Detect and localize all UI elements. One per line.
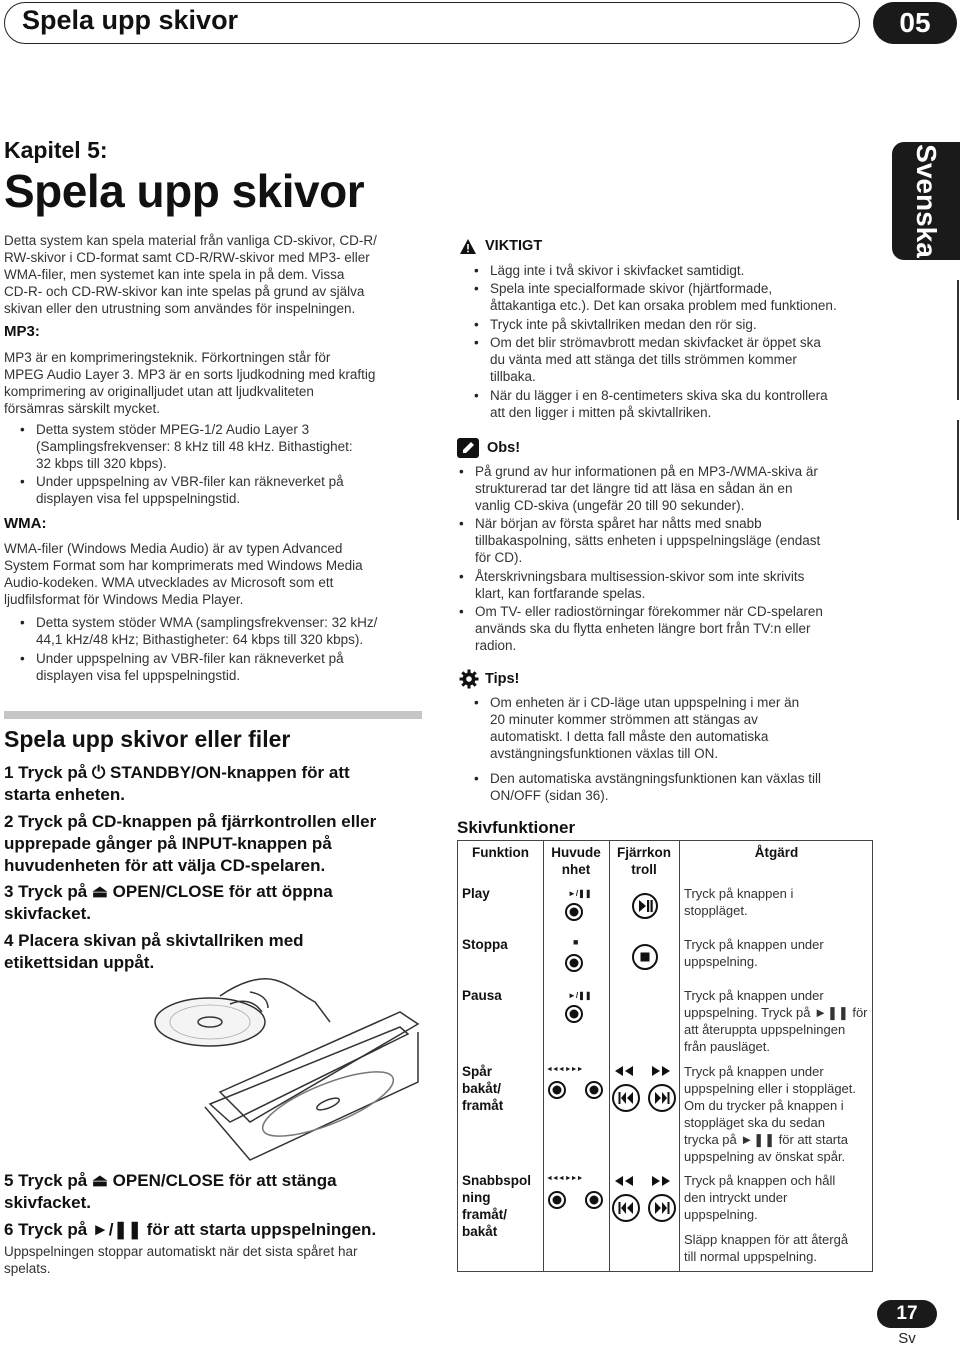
mp3-paragraph: MP3 är en komprimeringsteknik. Förkortningen står för MPEG Audio Layer 3. MP3 är en sorts ljudkodning med kraftig komprimering av originalljudet utan att ljudkvaliteten försämras särskilt mycket. [4,350,376,416]
viktigt-bullet: • När du lägger i en 8-centimeters skiva ska du kontrollera att den ligger i mitten på skivtallriken. [472,387,892,421]
main-unit-knob-icon [548,1081,566,1099]
step-6-note: Uppspelningen stoppar automatiskt när det sista spåret har spelats. [4,1244,358,1276]
stop-remote-icon [632,944,658,970]
wma-bullet: • Detta system stöder WMA (samplingsfrekvenser: 32 kHz/ 44,1 kHz/48 kHz; Bithastigheter: 64 kbps till 320 kbps). [18,614,438,648]
step-4: 4 Placera skivan på skivtallriken med etikettsidan uppåt. [4,931,304,972]
th-function: Funktion [472,845,529,860]
table-row-function: Pausa [462,988,502,1003]
th-action: Åtgärd [754,845,799,860]
step-5: 5 Tryck på ⏏ OPEN/CLOSE för att stänga skivfacket. [4,1171,337,1212]
note-pencil-icon [457,438,479,458]
rewind-icon [613,1175,635,1187]
obs-bullet: • Återskrivningsbara multisession-skivor som inte skrivits klart, kan fortfarande spelas. [457,568,887,602]
play-pause-remote-icon [632,893,658,919]
wma-heading: WMA: [4,515,47,532]
language-label: Svenska [911,144,942,258]
table-row-action: Tryck på knappen i stoppläget. [684,886,794,918]
table-title: Skivfunktioner [457,818,576,837]
rewind-icon [613,1065,635,1077]
page-language-code: Sv [898,1330,916,1346]
table-row-function: Spår bakåt/ framåt [462,1064,504,1113]
fast-forward-icon [650,1175,672,1187]
step-2: 2 Tryck på CD-knappen på fjärrkontrollen eller upprepade gånger på INPUT-knappen på huvudenheten för att välja CD-spelaren. [4,812,377,875]
viktigt-bullet: • Tryck inte på skivtallriken medan den rör sig. [472,316,892,333]
table-row-action: Tryck på knappen under uppspelning. Tryck på ►❚❚ för att återuppta uppspelningen från pausläget. [684,988,868,1054]
table-row-function: Snabbspol ning framåt/ bakåt [462,1173,532,1239]
header-title: Spela upp skivor [22,5,239,35]
fast-forward-icon [650,1065,672,1077]
chapter-label: Kapitel 5: [4,137,108,163]
viktigt-bullet: • Om det blir strömavbrott medan skivfacket är öppet ska du vänta med att stänga det tills strömmen kommer tillbaka. [472,334,892,385]
main-unit-knob-icon [565,954,583,972]
obs-heading: Obs! [487,440,521,456]
main-unit-knob-icon [585,1081,603,1099]
table-row-action: Tryck på knappen och håll den intryckt under uppspelning. Släpp knappen för att återgå till normal uppspelning. [684,1173,849,1264]
obs-bullet: • På grund av hur informationen på en MP3-/WMA-skiva är strukturerad tar det längre tid att läsa en sådan än en vanlig CD-skiva (ungefär 20 till 90 sekunder). [457,463,887,514]
gear-icon [459,669,479,689]
main-unit-knob-icon [565,903,583,921]
page-title: Spela upp skivor [4,165,365,217]
main-unit-label: ►/❚❚ [568,991,592,1000]
intro-paragraph: Detta system kan spela material från vanliga CD-skivor, CD-R/ RW-skivor i CD-format samt CD-R/RW-skivor med MP3- eller WMA-filer, men systemet kan inte spela in på dem. Vissa CD-R- och CD-RW-skivor kan inte spelas på grund av själva skivan eller den utrustning som användes för inspelningen. [4,233,377,316]
tips-heading: Tips! [485,671,520,687]
mp3-bullet: • Detta system stöder MPEG-1/2 Audio Layer 3 (Samplingsfrekvenser: 8 kHz till 48 kHz. Bithastighet: 32 kbps till 320 kbps). [18,421,438,472]
previous-track-remote-icon [612,1194,640,1222]
margin-rule [957,420,959,520]
viktigt-heading: VIKTIGT [485,238,543,254]
obs-bullet: • När början av första spåret har nåtts med snabb tillbakaspolning, sätts enheten i uppspelningsläge (endast för CD). [457,515,887,566]
section-divider [4,711,422,719]
main-unit-knob-icon [585,1191,603,1209]
tips-bullet: • Den automatiska avstängningsfunktionen kan växlas till ON/OFF (sidan 36). [472,770,892,804]
main-unit-label: ◄◄◄ ►►► [546,1175,583,1182]
margin-rule [957,280,959,400]
wma-paragraph: WMA-filer (Windows Media Audio) är av typen Advanced System Format som har komprimerats med Windows Media Audio-kodeken. WMA utvecklades av Microsoft som ett ljudfilsformat för Windows Media Player. [4,541,363,607]
tips-bullet: • Om enheten är i CD-läge utan uppspelning i mer än 20 minuter kommer strömmen att stängas av automatiskt. I detta fall måste den automatiska avstängningsfunktionen växlas till ON. [472,694,892,762]
table-row-function: Play [462,886,490,901]
page-number: 17 [877,1300,937,1328]
next-track-remote-icon [648,1194,676,1222]
disc-functions-table [457,840,873,1272]
main-unit-knob-icon [548,1191,566,1209]
wma-bullet: • Under uppspelning av VBR-filer kan räkneverket på displayen visa fel uppspelningstid. [18,650,438,684]
table-row-function: Stoppa [462,937,508,952]
main-unit-knob-icon [565,1005,583,1023]
obs-bullet: • Om TV- eller radiostörningar förekommer när CD-spelaren används ska du flytta enheten längre bort från TV:n eller radion. [457,603,887,654]
step-3: 3 Tryck på ⏏ OPEN/CLOSE för att öppna skivfacket. [4,882,333,923]
viktigt-bullet: • Spela inte specialformade skivor (hjärtformade, åttakantiga etc.). Det kan orsaka problem med funktionen. [472,280,892,314]
previous-track-remote-icon [612,1084,640,1112]
viktigt-bullet: • Lägg inte i två skivor i skivfacket samtidigt. [472,262,892,279]
main-unit-label: ►/❚❚ [568,889,592,898]
step-1: 1 Tryck på ⏻ STANDBY/ON-knappen för att starta enheten. [4,763,350,804]
mp3-heading: MP3: [4,323,40,340]
main-unit-label: ◄◄◄ ►►► [546,1066,583,1073]
th-remote: Fjärrkon troll [616,845,671,877]
table-row-action: Tryck på knappen under uppspelning eller i stoppläget. Om du trycker på knappen i stoppläget ska du sedan trycka på ►❚❚ för att starta uppspelning av önskat spår. [684,1064,857,1164]
next-track-remote-icon [648,1084,676,1112]
section-title: Spela upp skivor eller filer [4,726,291,752]
table-row-action: Tryck på knappen under uppspelning. [684,937,824,969]
disc-tray-illustration [150,972,420,1162]
main-unit-label: ■ [573,937,579,947]
th-main-unit: Huvude nhet [551,845,601,877]
step-6: 6 Tryck på ►/❚❚ för att starta uppspelningen. [4,1220,377,1239]
mp3-bullet: • Under uppspelning av VBR-filer kan räkneverket på displayen visa fel uppspelningstid. [18,473,438,507]
chapter-number-badge: 05 [873,2,957,44]
warning-icon [459,238,477,255]
language-side-tab [892,142,960,260]
